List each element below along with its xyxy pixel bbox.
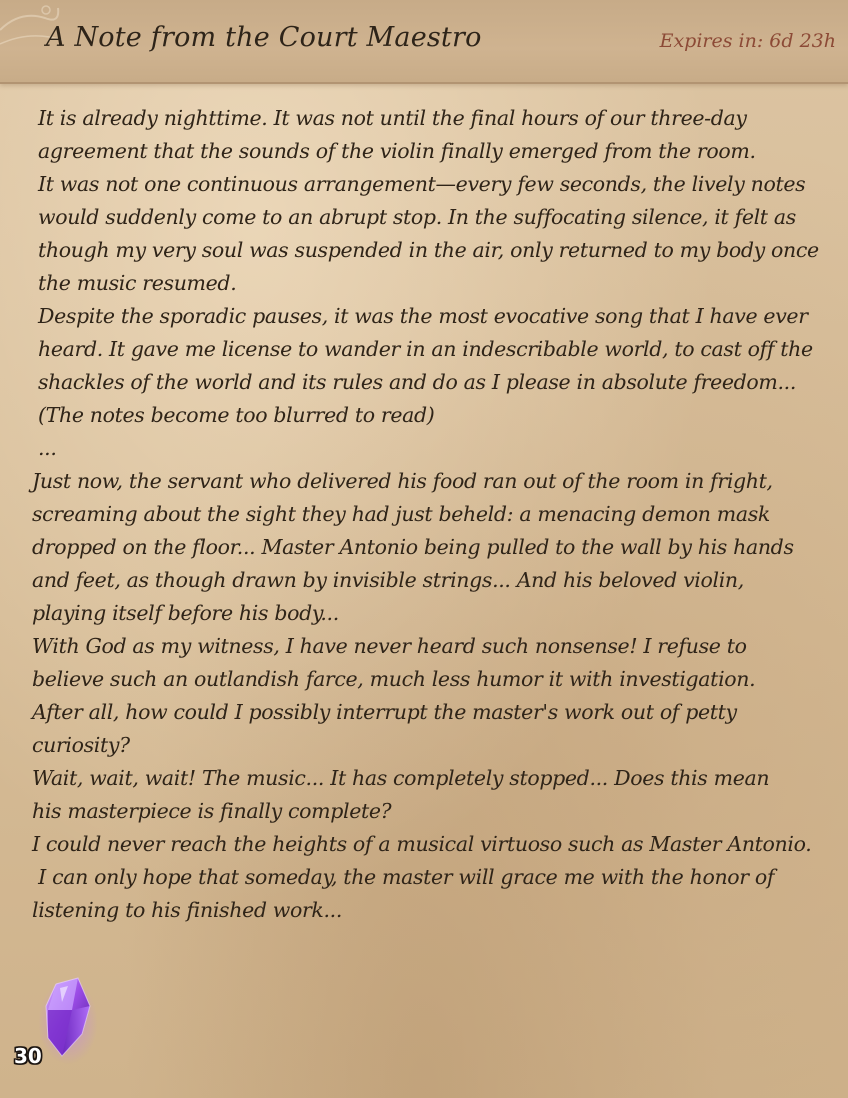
letter-body bbox=[30, 102, 830, 927]
text-line: Just now, the servant who delivered his food ran out of the room in fright, bbox=[32, 469, 773, 493]
text-line: heard. It gave me license to wander in an indescribable world, to cast off the bbox=[38, 337, 813, 361]
text-line: would suddenly come to an abrupt stop. In the suffocating silence, it felt as bbox=[38, 205, 796, 229]
text-line: I can only hope that someday, the master will grace me with the honor of bbox=[32, 865, 775, 889]
text-line: Wait, wait, wait! The music... It has completely stopped... Does this mean bbox=[32, 766, 770, 790]
text-line: shackles of the world and its rules and do as I please in absolute freedom... bbox=[38, 370, 797, 394]
expiry-timer: Expires in: 6d 23h bbox=[659, 30, 836, 52]
text-line: After all, how could I possibly interrupt the master's work out of petty bbox=[32, 700, 737, 724]
letter-header bbox=[0, 0, 848, 84]
text-line: agreement that the sounds of the violin finally emerged from the room. bbox=[38, 139, 756, 163]
text-line: listening to his finished work... bbox=[32, 898, 343, 922]
reward-count: 30 bbox=[14, 1044, 42, 1068]
text-separator: ... bbox=[38, 436, 57, 460]
text-line: Despite the sporadic pauses, it was the most evocative song that I have ever bbox=[38, 304, 808, 328]
purple-crystal-icon bbox=[38, 976, 98, 1068]
text-line: I could never reach the heights of a musical virtuoso such as Master Antonio. bbox=[32, 832, 812, 856]
letter-paragraph-block bbox=[30, 102, 830, 432]
page-title: A Note from the Court Maestro bbox=[46, 22, 482, 53]
reward-item[interactable] bbox=[38, 976, 98, 1076]
text-line: With God as my witness, I have never heard such nonsense! I refuse to bbox=[32, 634, 747, 658]
text-line: (The notes become too blurred to read) bbox=[38, 403, 435, 427]
text-line: though my very soul was suspended in the air, only returned to my body once bbox=[38, 238, 819, 262]
text-line: believe such an outlandish farce, much less humor it with investigation. bbox=[32, 667, 756, 691]
text-line: dropped on the floor... Master Antonio being pulled to the wall by his hands bbox=[32, 535, 794, 559]
letter-paragraph-block bbox=[30, 465, 830, 927]
text-line: and feet, as though drawn by invisible strings... And his beloved violin, bbox=[32, 568, 744, 592]
text-line: the music resumed. bbox=[38, 271, 237, 295]
text-line: It is already nighttime. It was not until the final hours of our three-day bbox=[38, 106, 747, 130]
text-line: playing itself before his body... bbox=[32, 601, 339, 625]
text-line: It was not one continuous arrangement—every few seconds, the lively notes bbox=[38, 172, 806, 196]
text-line: screaming about the sight they had just beheld: a menacing demon mask bbox=[32, 502, 770, 526]
text-line: his masterpiece is finally complete? bbox=[32, 799, 392, 823]
text-line: curiosity? bbox=[32, 733, 130, 757]
